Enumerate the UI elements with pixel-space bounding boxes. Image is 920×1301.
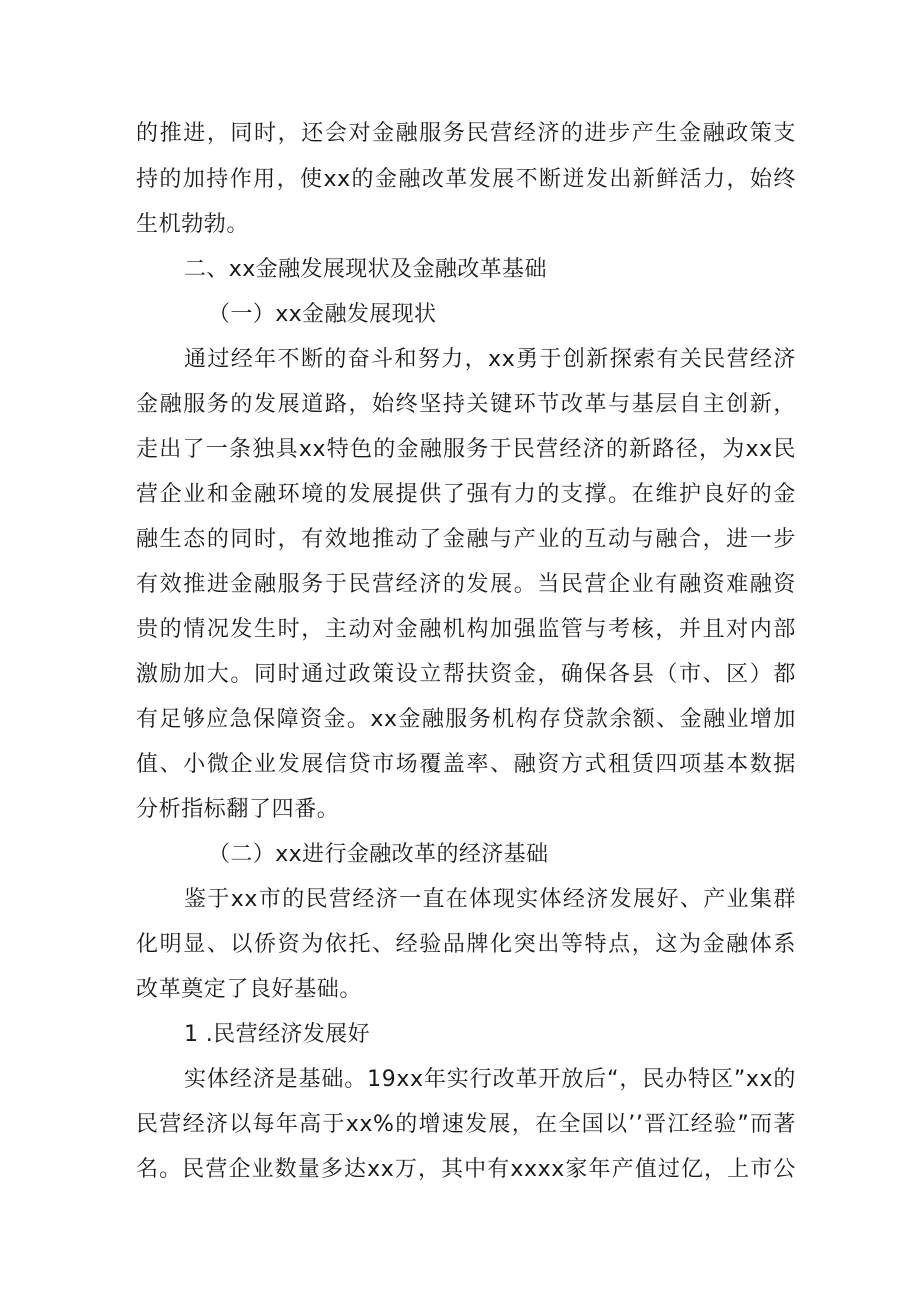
paragraph-line: 激励加大。同时通过政策设立帮扶资金，确保各县（市、区）都 <box>136 662 796 687</box>
paragraph-line: 的推进，同时，还会对金融服务民营经济的进步产生金融政策支 <box>136 121 796 146</box>
paragraph-line: 化明显、以侨资为依托、经验品牌化突出等特点，这为金融体系 <box>136 932 796 957</box>
subsection-heading: （一）xx金融发展现状 <box>208 302 437 327</box>
paragraph-line: 改革奠定了良好基础。 <box>136 977 363 1002</box>
subsection-heading: 1 .民营经济发展好 <box>184 1022 370 1047</box>
paragraph-line: 民营经济以每年高于xx%的增速发展，在全国以’’晋江经验”而著 <box>136 1112 796 1137</box>
paragraph-line: 值、小微企业发展信贷市场覆盖率、融资方式租赁四项基本数据 <box>136 752 796 777</box>
paragraph-line: 贵的情况发生时，主动对金融机构加强监管与考核，并且对内部 <box>136 617 796 642</box>
paragraph-line: 鉴于xx市的民营经济一直在体现实体经济发展好、产业集群 <box>184 887 796 912</box>
paragraph-line: 名。民营企业数量多达xx万，其中有xxxx家年产值过亿，上市公 <box>136 1157 796 1182</box>
paragraph-line: 生机勃勃。 <box>136 212 250 237</box>
paragraph-line: 走出了一条独具xx特色的金融服务于民营经济的新路径，为xx民 <box>136 437 796 462</box>
paragraph-line: 营企业和金融环境的发展提供了强有力的支撑。在维护良好的金 <box>136 482 796 507</box>
paragraph-line: 分析指标翻了四番。 <box>136 797 340 822</box>
paragraph-line: 有足够应急保障资金。xx金融服务机构存贷款余额、金融业增加 <box>136 707 796 732</box>
paragraph-line: 通过经年不断的奋斗和努力，xx勇于创新探索有关民营经济 <box>184 347 796 372</box>
paragraph-line: 实体经济是基础。19xx年实行改革开放后“，民办特区”xx的 <box>184 1067 796 1092</box>
paragraph-line: 金融服务的发展道路，始终坚持关键环节改革与基层自主创新， <box>136 392 796 417</box>
paragraph-line: 融生态的同时，有效地推动了金融与产业的互动与融合，进一步 <box>136 527 796 552</box>
paragraph-line: 有效推进金融服务于民营经济的发展。当民营企业有融资难融资 <box>136 572 796 597</box>
subsection-heading: （二）xx进行金融改革的经济基础 <box>208 842 549 867</box>
section-heading: 二、xx金融发展现状及金融改革基础 <box>184 257 547 282</box>
paragraph-line: 持的加持作用，使xx的金融改革发展不断迸发出新鲜活力，始终 <box>136 167 796 192</box>
